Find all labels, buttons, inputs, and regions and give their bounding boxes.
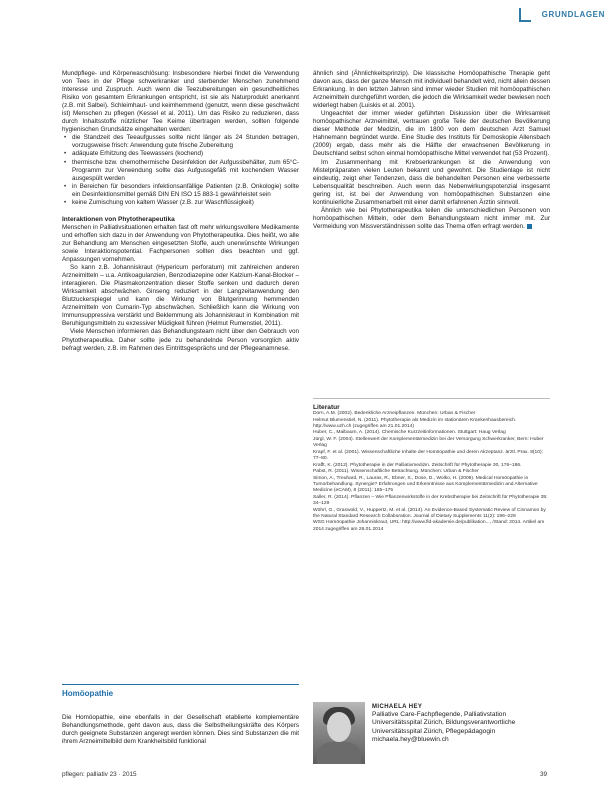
author-body [317,742,361,764]
homeopathy-paragraph-text: Ähnlich wie bei Phytotherapeutika teilen die unterschiedlichen Personen von homöopathischen Mitteln, oder dem Behandlungsteam nicht immer mit. Zur Vermeidung von Missverständnissen sollte das Thema offen erfragt werden. [313,206,550,230]
list-item: • keine Zumischung von kaltem Wasser (z.B. zur Waschflüssigkeit) [72,199,299,207]
reference-list [313,411,550,533]
homeopathy-paragraph: Im Zusammenhang mit Krebserkrankungen ist die Anwendung von Mistelpräparaten vielen Leuten bekannt und gewohnt. Die Studienlage ist nicht eindeutig, zeigt eher Tendenzen, dass die behandelten Personen eine verbesserte Lebensqualität beschreiben. Auch wenn das Nebenwirkungspotenzial insgesamt gering ist, ist bei der Anwendung von homöopathischen Substanzen eine kontinuierliche Zusammenarbeit mit einer damit erfahrenen Ärztin sinnvoll. [313,158,550,206]
reference-item: Krafft, K. (2012). Phytotherapie in der Palliativmedizin. Zeitschrift für Phytotherapie 30, 176–186. [313,462,522,468]
reference-item: Huber, C., Maibaum, A. (2014). Chemische Kurzzeitinformationen. Stuttgart: Haug Verlag [313,430,506,436]
left-column [62,70,299,353]
homeopathy-paragraph: Ungeachtet der immer wieder geführten Diskussion über die Wirksamkeit homöopathischer Arzneimittel, vertrauen große Teile der deutschen Bevölkerung dieser Methode der Medizin, die im 1800 von dem deutschen Arzt Samuel Hahnemann begründet wurde. Eine Studie des Instituts für Demoskopie Allensbach (2009) ergab, dass mehr als die Hälfte der erwachsenen Bevölkerung in Deutschland selbst schon einmal homöopathische Mittel verwendet hat (53 Prozent). [313,110,550,158]
reference-item: Saller, R. (2014). Pflanzen – Wie Pflanzenwirkstoffe in der Krebstherapie bei Zeitschrift für Phytotherapie 35: 34–129 [313,494,548,506]
interactions-heading: Interaktionen von Phytotherapeutika [62,215,175,223]
list-item: • thermische bzw. chemothermische Desinfektion der Aufgussbehälter, zum 65°C-Programm zur Verwendung sollte das Aufgussgefäß mit kochendem Wasser ausgespült werden [72,159,299,183]
reference-item: Pabst, R. (2011). Wissenschaftliche Betrachtung. München: Urban & Fischer [313,469,479,475]
hygiene-list [62,134,299,206]
footer-publication: pflegen: palliativ 23 · 2015 [62,771,137,778]
homeopathy-paragraph [313,207,550,231]
reference-item: Dorn, A.M. (2002). Bedenkliche Arzneipflanzen. München: Urban & Fischer [313,411,476,416]
reference-item: Krapf, F. et al. (2001). Wissenschaftliche Inhalte der Homöopathie und deren Akzeptanz. ärztl. Prax. 8(10): 77–80. [313,449,543,461]
list-item: • adäquate Erhitzung des Teewassers (kochend) [72,150,299,158]
homeopathy-heading: Homöopathie [62,689,114,698]
interactions-paragraph: Viele Menschen informieren das Behandlungsteam nicht über den Gebrauch von Phytotherapeutika. Daher sollte jede zu behandelnde Person vorsorglich aktiv befragt werden, z.B. im Rahmen des Eintrittsgesprächs und der Pflegeanamnese. [62,328,299,352]
page-number: 39 [540,771,548,778]
literature-divider [313,398,550,399]
homeopathy-paragraph: ähnlich sind (Ähnlichkeitsprinzip). Die klassische Homöopathische Therapie geht davon aus, dass der ganze Mensch mit individuell behandelt wird, nicht allein dessen Erkrankung. In den letzten Jahren sind immer wieder Studien mit homöopathischen Arzneimitteln durchgeführt worden, die jedoch die Wirksamkeit weder bewiesen noch widerlegt haben (Luiskis et al. 2001). [313,70,550,110]
homeopathy-divider [62,684,299,685]
right-column [313,70,550,231]
reference-item: Helmut Blumenstiel, N. (2011). Phytotherapie als Medizin im stationären Krankenhausbereich. http://www.uzh.ch (zugegriffen am 21.01.2014) [313,417,517,429]
section-header: GRUNDLAGEN [541,10,605,19]
reference-item: Simon, A., Treuhard, R., Lauras, R., Ebner, S., Dose, D., Wolko, H. (2009). Medical Homöopathie in Tumorbehandlung. Synergie? Erfahrungen und Erkenntnisse aus Komplementärmedizin and Alternative Medicine (eCAM), 8 (2011): 165–175 [313,475,538,494]
article-end-mark [527,224,532,229]
author-face [327,712,351,742]
reference-item: WSG Homöopathie Johanniskraut, URL: http://www.fld-akademie.de/publikation..., /Stand: 2014. Artikel am 2014 zugegriffen am 26.01.2014 [313,520,545,532]
author-role: Universitätsspital Zürich, Bildungsverantwortliche [372,719,516,727]
intro-paragraph: Mundpflege- und Körperwaschlösung: Insbesondere hierbei findet die Verwendung von Tees in der Pflege schwerkranker und sterbender Menschen zunehmend Interesse und Zuspruch. Auch wenn die Teezubereitungen ein gesundheitliches Risiko von gesamtem Erkrankungen entspricht, ist sie als Naturprodukt anerkannt (z.B. mit Salbei). Schleimhaut- und keimhemmend (genutzt, wenn diese geschwächt ist) Menschen zu pflegen (Kessel et al. 2011). Um das Risiko zu reduzieren, dass durch Inhaltsstoffe nützlicher Tee Keime übertragen werden, sollten folgende hygienischen Grundsätze eingehalten werden: [62,70,299,134]
literature-heading: Literatur [313,404,340,411]
author-photo [313,702,365,764]
author-name: MICHAELA HEY [372,704,423,710]
author-role: Palliative Care-Fachpflegende, Palliativstation [372,711,507,719]
author-box [372,703,552,744]
reference-item: Wöhrl, G., Graswold, V., Huppertz, M. et al. (2014). An Evidence-Based Systematic Review of Cinnamon by the Natural Standard Research Collaboration. Journal of Dietary Supplements 11(2): 196–229 [313,507,546,519]
literature-section [313,404,550,533]
reference-item: Jürgl, W. F. (2004). Stellenwert der Komplementärmedizin bei der Versorgung Schwerkranker, Bern: Huber Verlag [313,436,544,449]
interactions-paragraph: So kann z.B. Johanniskraut (Hypericum perforatum) mit zahlreichen anderen Arzneimitteln – u.a. Antikoagulanzien, Benzodiazepine oder Kalzium-Kanal-Blocker – interagieren. Die Plasmakonzentration dieser Stoffe senken und dadurch deren Wirksamkeit abschwächen. Ginseng reduziert in der Langzeitanwendung den Blutzuckerspiegel und kann die Wirkung von Blutgerinnung hemmenden Arzneimitteln von Cumarin-Typ abschwächen. Schließlich kann die Wirkung von Immunsuppressiva verstärkt und Beklemmung als Johanniskraut in Kombination mit Beruhigungsmitteln zu exzessiver Müdigkeit führen (Helmut Rumenstiel, 2011). [62,264,299,328]
author-email[interactable]: michaela.hey@bluewin.ch [372,735,449,743]
list-item: • in Bereichen für besonders infektionsanfällige Patienten (z.B. Onkologie) sollte ein Desinfektionsmittel gemäß DIN EN ISO 15 883-1 gewährleistet sein [72,183,299,199]
header-corner-mark [519,8,531,22]
homeopathy-intro: Die Homöopathie, eine ebenfalls in der Gesellschaft etablierte komplementäre Behandlungsmethode, geht davon aus, dass die Selbstheilungskräfte des Körpers durch geeignete Substanzen angeregt werden können. Dies sind Substanzen die mit ihrem Arzneimittelbild dem Krankheitsbild funktional [62,714,299,746]
interactions-paragraph: Menschen in Palliativsituationen erhalten fast oft mehr wirkungsvollere Medikamente und erhoffen sich dazu in der Anwendung von Phytotherapeutika. Dies heißt, wo alle zur Behandlung am Menschen eingesetzten Stoffe, auch unerwünschte Wirkungen sowie Interaktionspotential. Fachpersonen sollten dies beachten und ggf. Anpassungen vornehmen. [62,223,299,264]
author-role: Universitätsspital Zürich, Pflegepädagogin [372,727,496,735]
list-item: • die Standzeit des Teeaufgusses sollte nicht länger als 24 Stunden betragen, vorzugsweise frisch: Anwendung gute frische Zubereitung [72,134,299,150]
